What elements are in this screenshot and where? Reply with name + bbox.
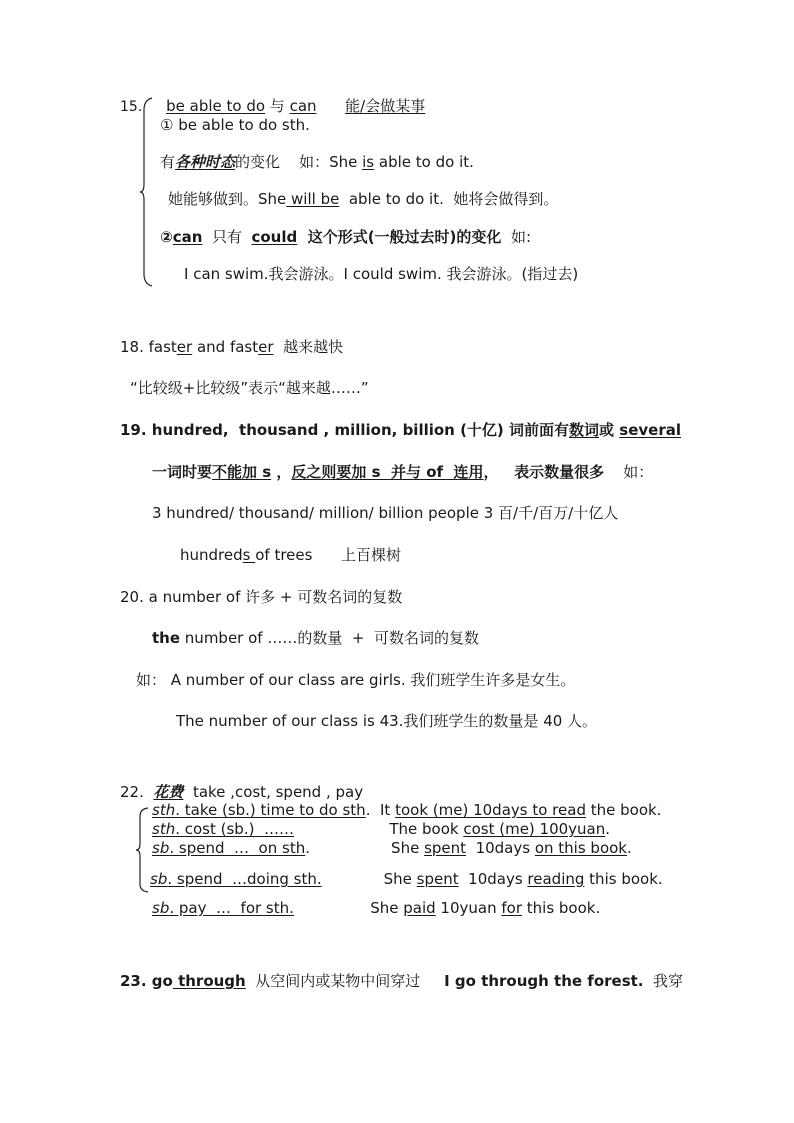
s22-row2: sth. cost (sb.) …… The book cost (me) 100yuan. [152, 820, 611, 838]
s15-number: 15. [120, 99, 143, 115]
s22-row1: sth. take (sb.) time to do sth. It took (me) 10days to read the book. [152, 801, 662, 819]
brace-15 [140, 96, 154, 288]
s15-line2: 有各种时态的变化 如：She is able to do it. [160, 153, 474, 171]
s15-line5: I can swim.我会游泳。I could swim. 我会游泳。(指过去) [184, 265, 579, 283]
s19-example2: hundreds of trees 上百棵树 [180, 546, 402, 564]
s18-header: 18. faster and faster 越来越快 [120, 338, 344, 356]
s15-header: 15. be able to do 与 can 能/会做某事 [120, 97, 426, 115]
s22-row4: sb. spend …doing sth. She spent 10days reading this book. [150, 870, 663, 888]
s20-line3: 如： A number of our class are girls. 我们班学生许多是女生。 [136, 671, 576, 689]
s23-line: 23. go through 从空间内或某物中间穿过 I go through the forest. 我穿 [120, 972, 684, 990]
s18-note: “比较级+比较级”表示“越来越……” [130, 379, 369, 397]
brace-22 [136, 806, 150, 894]
s20-line4: The number of our class is 43.我们班学生的数量是 40 人。 [176, 712, 598, 730]
s15-line4: ②can 只有 could 这个形式(一般过去时)的变化 如: [160, 228, 532, 246]
s20-line1: 20. a number of 许多 + 可数名词的复数 [120, 588, 403, 606]
s22-row3: sb. spend … on sth. She spent 10days on this book. [152, 839, 632, 857]
s19-line2: 一词时要不能加 s ，反之则要加 s 并与 of 连用， 表示数量很多 如： [152, 463, 654, 481]
s19-line1: 19. hundred, thousand , million, billion (十亿) 词前面有数词或 several [120, 421, 681, 439]
s15-line1: ① be able to do sth. [160, 116, 310, 134]
s22-row5: sb. pay … for sth. She paid 10yuan for this book. [152, 899, 601, 917]
s20-line2: the number of ……的数量 + 可数名词的复数 [152, 629, 479, 647]
s15-line3: 她能够做到。She will be able to do it. 她将会做得到。 [168, 190, 559, 208]
s22-header: 22. 花费 take ,cost, spend , pay [120, 783, 364, 801]
s19-example1: 3 hundred/ thousand/ million/ billion people 3 百/千/百万/十亿人 [152, 504, 619, 522]
